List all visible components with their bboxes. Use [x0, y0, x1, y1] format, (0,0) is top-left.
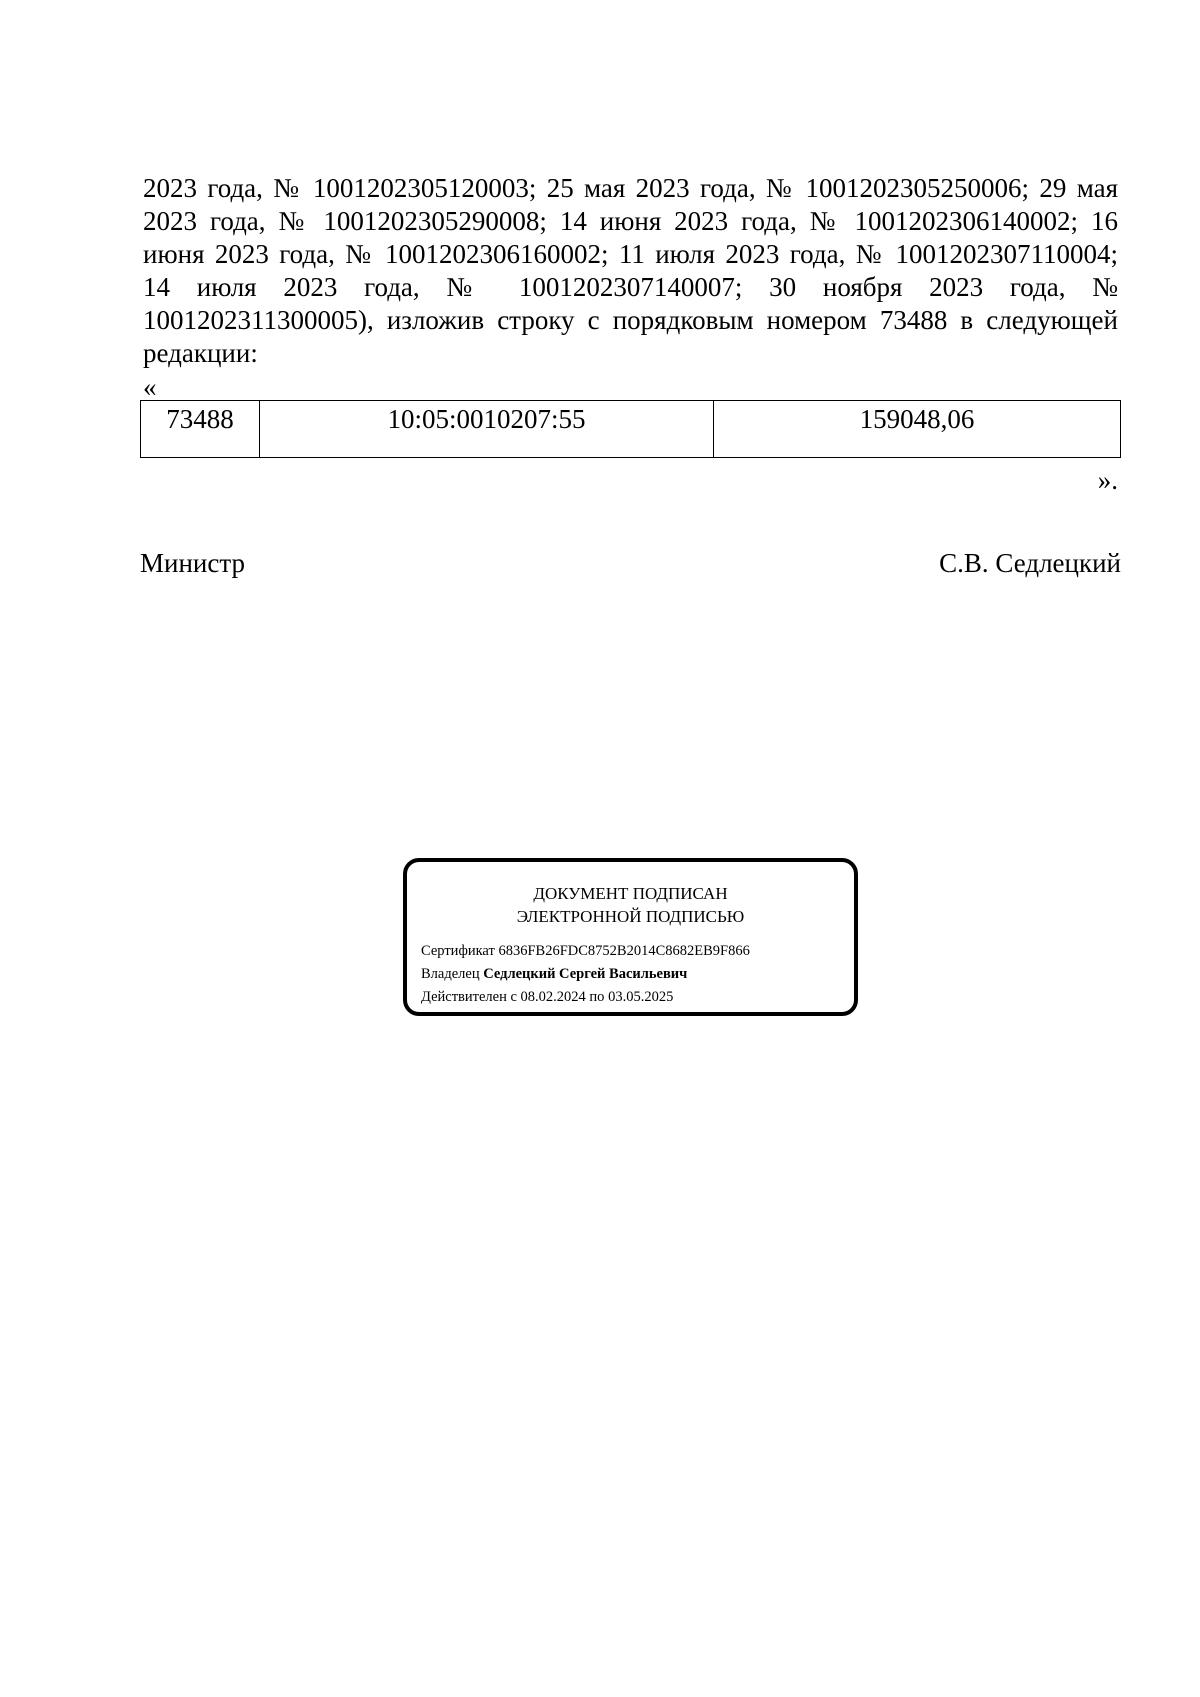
electronic-signature-stamp [403, 858, 858, 1016]
amended-row-table [140, 400, 1121, 458]
row-number-cell: 73488 [141, 401, 260, 458]
value-cell: 159048,06 [714, 401, 1121, 458]
stamp-title-line: ДОКУМЕНТ ПОДПИСАН [533, 884, 728, 903]
stamp-details [421, 940, 750, 1009]
paragraph-line: июня 2023 года, № 1001202306160002; 11 июля 2023 года, № 1001202307110004; [143, 239, 1118, 269]
owner-label: Владелец [421, 966, 480, 982]
paragraph-line: 2023 года, № 1001202305290008; 14 июня 2023 года, № 1001202306140002; 16 [143, 206, 1118, 236]
cadastral-number-cell: 10:05:0010207:55 [260, 401, 714, 458]
body-paragraph [143, 172, 1118, 370]
valid-to-value: 03.05.2025 [608, 989, 674, 1005]
paragraph-line: редакции: [143, 338, 258, 368]
signatory-position: Министр [140, 548, 245, 578]
valid-to-label: по [589, 989, 605, 1005]
table-row [141, 401, 1121, 458]
opening-quote: « [143, 372, 157, 402]
stamp-title [407, 882, 854, 928]
paragraph-line: 14 июля 2023 года, № 1001202307140007; 30 ноября 2023 года, № [143, 272, 1118, 302]
stamp-title-line: ЭЛЕКТРОННОЙ ПОДПИСЬЮ [516, 907, 745, 926]
certificate-line [421, 940, 750, 963]
signatory-name: С.В. Седлецкий [939, 548, 1121, 578]
paragraph-line: 1001202311300005), изложив строку с порядковым номером 73488 в следующей [143, 305, 1118, 335]
owner-value: Седлецкий Сергей Васильевич [483, 966, 688, 982]
owner-line [421, 963, 750, 986]
certificate-value: 6836FB26FDC8752B2014C8682EB9F866 [498, 943, 750, 959]
closing-quote: ». [1097, 465, 1118, 495]
valid-from-value: 08.02.2024 [520, 989, 586, 1005]
valid-label: Действителен с [421, 989, 517, 1005]
certificate-label: Сертификат [421, 943, 495, 959]
paragraph-line: 2023 года, № 1001202305120003; 25 мая 2023 года, № 1001202305250006; 29 мая [143, 173, 1118, 203]
validity-line [421, 986, 750, 1009]
